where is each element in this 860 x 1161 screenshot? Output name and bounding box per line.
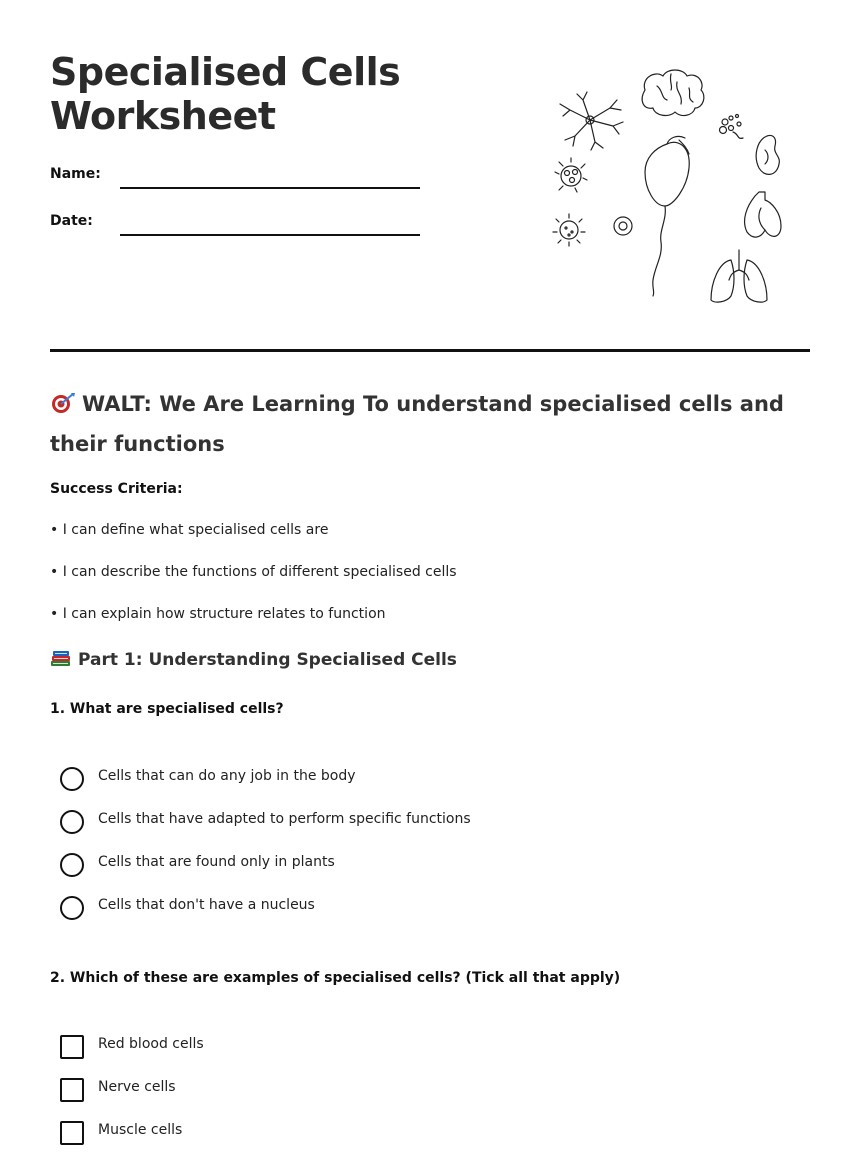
- q1-option[interactable]: [60, 852, 560, 878]
- q2-option[interactable]: [60, 1077, 560, 1103]
- walt-heading: [50, 386, 790, 463]
- success-criterion: • I can describe the functions of different specialised cells: [50, 564, 457, 580]
- title-line-1: Specialised Cells: [50, 50, 401, 94]
- success-criterion: • I can define what specialised cells are: [50, 522, 329, 538]
- title-line-2: Worksheet: [50, 94, 276, 138]
- date-input-line[interactable]: [120, 234, 420, 236]
- part1-heading-text: Part 1: Understanding Specialised Cells: [78, 650, 457, 670]
- success-criterion: • I can explain how structure relates to function: [50, 606, 386, 622]
- virus-icon: [553, 214, 585, 246]
- option-label: Red blood cells: [98, 1036, 204, 1052]
- books-icon: [50, 648, 72, 673]
- lungs-icon: [711, 250, 767, 302]
- white-blood-cell-icon: [555, 158, 587, 192]
- name-label: Name:: [50, 166, 101, 182]
- heart-icon: [645, 136, 689, 296]
- option-label: Muscle cells: [98, 1122, 183, 1138]
- section-divider: [50, 349, 810, 352]
- checkbox[interactable]: [60, 1078, 84, 1102]
- liver-icon: [745, 192, 781, 237]
- cells-illustration: [545, 60, 795, 310]
- radio-button[interactable]: [60, 810, 84, 834]
- option-label: Cells that are found only in plants: [98, 854, 335, 870]
- option-label: Cells that don't have a nucleus: [98, 897, 315, 913]
- date-label: Date:: [50, 213, 93, 229]
- radio-button[interactable]: [60, 767, 84, 791]
- brain-icon: [642, 70, 704, 115]
- page-title: [50, 50, 400, 138]
- part1-heading: [50, 648, 457, 673]
- radio-button[interactable]: [60, 896, 84, 920]
- kidney-icon: [756, 135, 779, 174]
- option-label: Nerve cells: [98, 1079, 176, 1095]
- name-input-line[interactable]: [120, 187, 420, 189]
- q2-option[interactable]: [60, 1034, 560, 1060]
- neuron-cell-icon: [560, 92, 623, 150]
- option-label: Cells that have adapted to perform specific functions: [98, 811, 471, 827]
- success-criteria-heading: Success Criteria:: [50, 481, 183, 497]
- target-icon: [50, 389, 76, 426]
- bacteria-icon: [720, 115, 744, 139]
- question-1: 1. What are specialised cells?: [50, 701, 284, 717]
- walt-text: WALT: We Are Learning To understand specialised cells and their functions: [50, 392, 784, 456]
- q1-option[interactable]: [60, 809, 560, 835]
- q1-option[interactable]: [60, 895, 560, 921]
- q2-option[interactable]: [60, 1120, 560, 1146]
- q1-option[interactable]: [60, 766, 560, 792]
- egg-cell-icon: [614, 217, 632, 235]
- question-2: 2. Which of these are examples of specialised cells? (Tick all that apply): [50, 970, 621, 986]
- checkbox[interactable]: [60, 1035, 84, 1059]
- option-label: Cells that can do any job in the body: [98, 768, 356, 784]
- radio-button[interactable]: [60, 853, 84, 877]
- checkbox[interactable]: [60, 1121, 84, 1145]
